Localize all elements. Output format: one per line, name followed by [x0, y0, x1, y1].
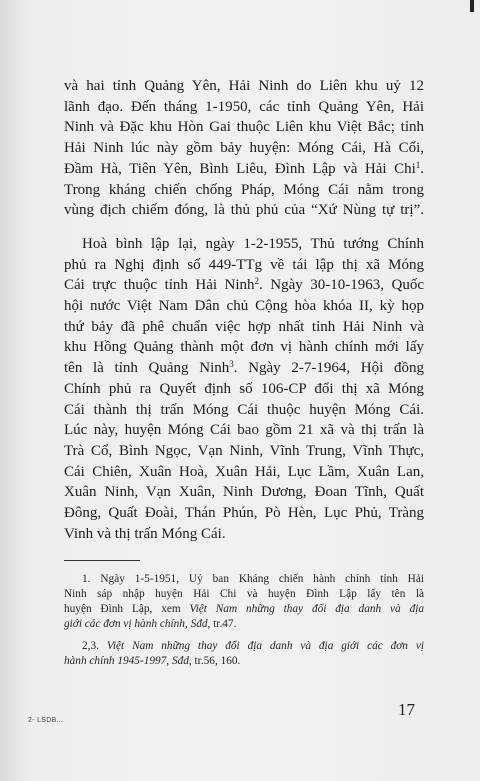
text-line: Lúc này, huyện Móng Cái bao gồm 21 xã và thị trấn là — [64, 422, 424, 439]
line-text: . — [420, 160, 424, 177]
text-line: Ninh và Đặc khu Hòn Gai thuộc Liên khu Việt Bắc; tỉnh — [64, 119, 424, 136]
text-line: Cái thành thị trấn Móng Cái thuộc huyện Móng Cái. — [64, 401, 424, 418]
text-line — [64, 159, 424, 180]
line-text: tên là tỉnh Quảng Ninh — [64, 360, 230, 377]
main-text — [64, 76, 424, 544]
text-line: Cái Chiên, Xuân Hoà, Xuân Hải, Lục Lầm, Xuân Lan, — [64, 463, 424, 480]
footnote-citation-title: Việt Nam những thay đổi địa danh và địa giới các đơn vị — [106, 640, 424, 652]
text-line: Trong kháng chiến chống Pháp, Móng Cái nằm trong — [64, 181, 424, 198]
text-line: vùng địch chiếm đóng, là thủ phủ của “Xứ Nùng tự trị”. — [64, 202, 424, 219]
line-text: . Ngày 30-10-1963, Quốc — [259, 277, 424, 294]
footnote-text: 2,3. — [82, 640, 107, 652]
footnote-text: huyện Đình Lập, xem — [64, 603, 190, 615]
footnote-text: tr.56, 160. — [191, 655, 241, 667]
corner-mark — [470, 0, 474, 12]
text-line: Hải Ninh lúc này gồm bảy huyện: Móng Cái, Hà Cối, — [64, 140, 424, 157]
footnote-ref-3: 3 — [229, 359, 234, 370]
text-line: phủ ra Nghị định số 449-TTg về tái lập thị xã Móng — [64, 256, 424, 273]
paragraph-1 — [64, 76, 424, 221]
paragraph-2 — [64, 234, 424, 545]
footnote-citation-title: Việt Nam những thay đổi địa danh và địa — [189, 603, 424, 615]
text-line: Đông, Quất Đoài, Thán Phún, Pò Hèn, Lục Phủ, Tràng — [64, 505, 424, 522]
footnote-line: 1. Ngày 1-5-1951, Uỷ ban Kháng chiến hành chính tỉnh Hải — [82, 573, 424, 585]
footnote-line — [64, 654, 424, 669]
footnote-line — [64, 602, 424, 617]
text-line: hội nước Việt Nam Dân chủ Cộng hòa khóa II, kỳ họp — [64, 298, 424, 315]
footnote-citation-title: giới các đơn vị hành chính, Sđd, — [64, 618, 211, 630]
footnote-divider — [64, 560, 140, 561]
text-line: Xuân Ninh, Vạn Xuân, Ninh Dương, Đoan Tĩnh, Quất — [64, 484, 424, 501]
line-text: . Ngày 2-7-1964, Hội đồng — [233, 360, 424, 377]
footnote-1 — [64, 572, 424, 632]
footnote-line — [64, 639, 424, 654]
footnote-ref-2: 2 — [254, 276, 260, 287]
text-line: Chính phủ ra Quyết định số 106-CP đổi thị xã Móng — [64, 380, 424, 397]
footnote-line — [64, 617, 424, 632]
text-line — [64, 275, 424, 296]
footnote-ref-1: 1 — [415, 159, 421, 170]
page-number: 17 — [398, 700, 415, 719]
printer-signature: 2- LSDB... — [28, 717, 64, 724]
footnote-line: Ninh sáp nhập huyện Hải Chi và huyện Đình Lập lấy tên là — [64, 588, 424, 600]
text-line: Trà Cổ, Bình Ngọc, Vạn Ninh, Vĩnh Trung, Vĩnh Thực, — [64, 442, 424, 459]
line-text: Đầm Hà, Tiên Yên, Bình Liêu, Đình Lập và Hải Chi — [64, 160, 416, 177]
text-line: Hoà bình lập lại, ngày 1-2-1955, Thủ tướng Chính — [82, 235, 424, 252]
text-line: khu Hồng Quảng thành một đơn vị hành chính mới lấy — [64, 339, 424, 356]
text-line — [64, 358, 424, 379]
footnote-2-3 — [64, 639, 424, 669]
text-line: thứ bảy đã phê chuẩn việc hợp nhất tỉnh Hải Ninh và — [64, 318, 424, 335]
text-line: lãnh đạo. Đến tháng 1-1950, các tỉnh Quảng Yên, Hải — [64, 98, 424, 115]
footnotes — [64, 572, 424, 669]
footnote-text: tr.47. — [210, 618, 237, 630]
text-line: Vinh và thị trấn Móng Cái. — [64, 525, 226, 542]
text-line: và hai tỉnh Quảng Yên, Hải Ninh do Liên khu uỷ 12 — [64, 78, 424, 94]
line-text: Cái trực thuộc tỉnh Hải Ninh — [64, 277, 255, 294]
footnote-citation-title: hành chính 1945-1997, Sđd, — [64, 655, 192, 667]
